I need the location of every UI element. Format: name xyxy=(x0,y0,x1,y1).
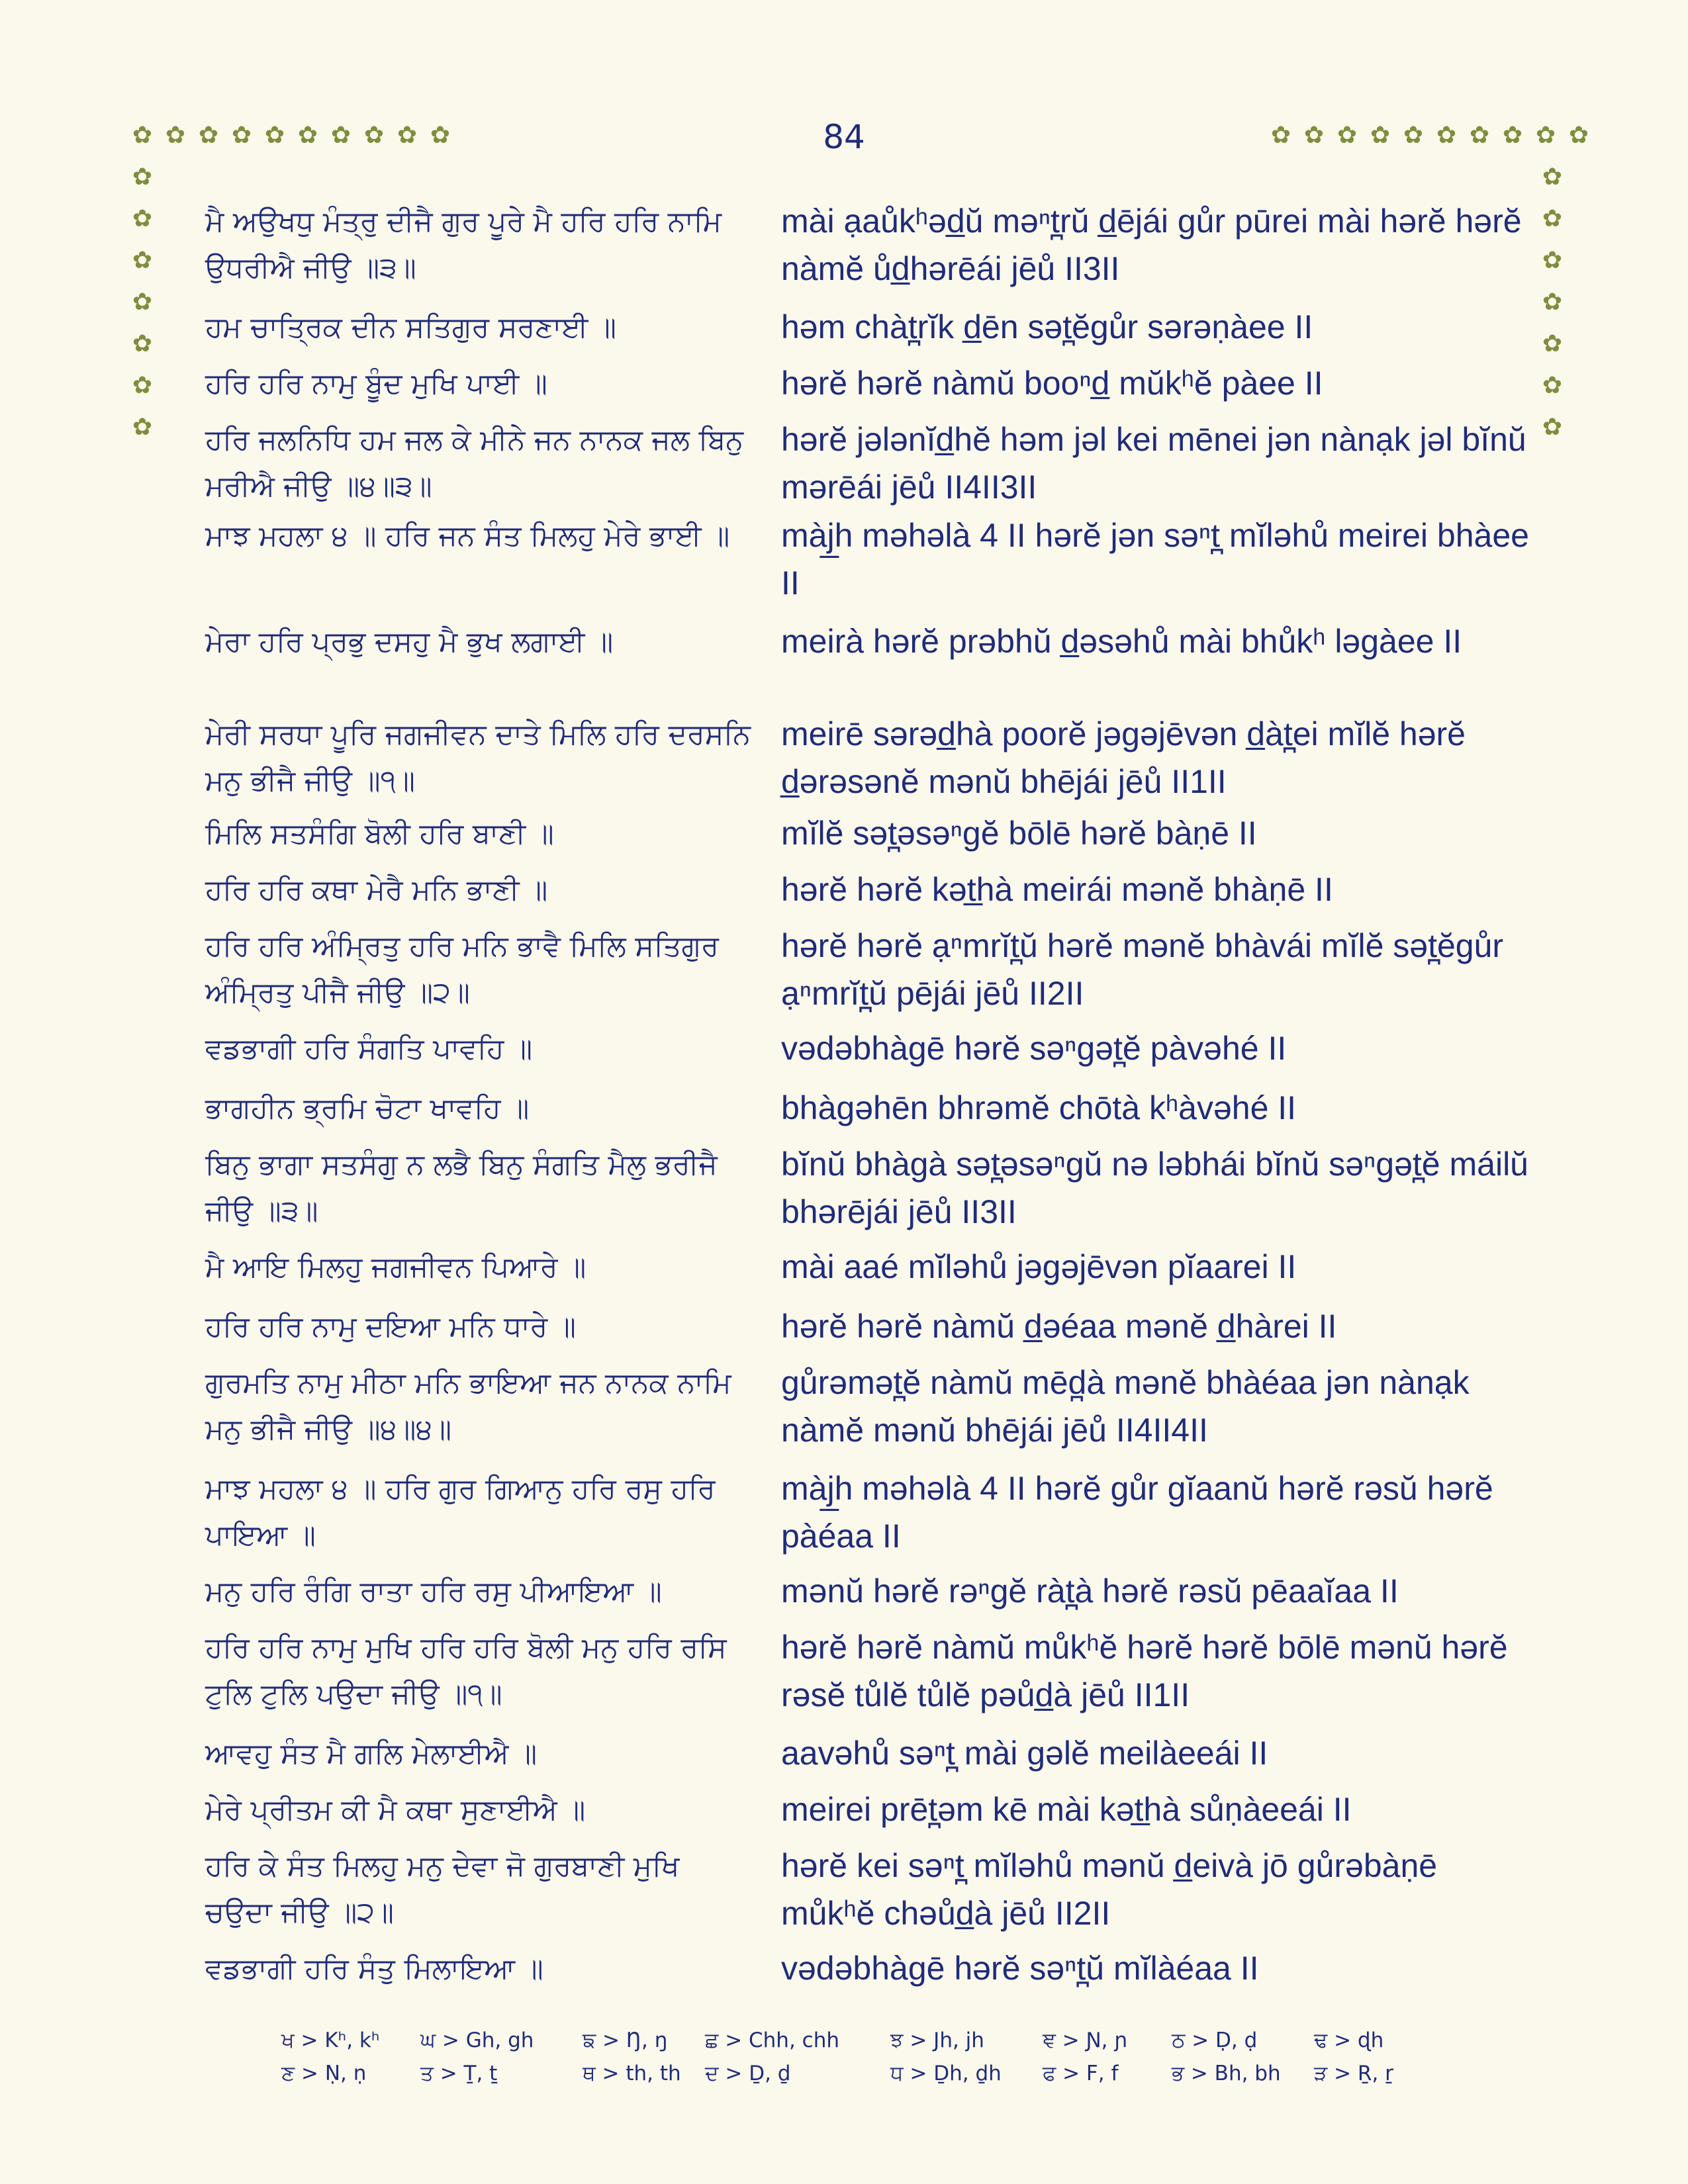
flower-icon: ✿ xyxy=(297,122,318,149)
transliteration-line: mài aaé mĭləhů jəgəjēvən pĭaarei II xyxy=(781,1248,1297,1285)
flower-icon: ✿ xyxy=(330,122,352,149)
transliteration-line: hərĕ jələnĭd̲hĕ həm jəl kei mēnei jən nànạk jəl bĭnŭ mərēái jēů II4II3II xyxy=(781,421,1526,506)
transliteration-line: hərĕ hərĕ nàmŭ booⁿd̲ mŭkʰĕ pàee II xyxy=(781,365,1323,402)
flower-icon: ✿ xyxy=(1542,289,1563,316)
gurmukhi-line: ਹਮ ਚਾਤ੍ਰਿਕ ਦੀਨ ਸਤਿਗੁਰ ਸਰਣਾਈ ॥ xyxy=(205,311,617,344)
flower-icon: ✿ xyxy=(132,414,153,441)
gurmukhi-line: ਮੈ ਅਉਖਧੁ ਮੰਤ੍ਰੁ ਦੀਜੈ ਗੁਰ ਪੂਰੇ ਮੈ ਹਰਿ ਹਰਿ ਨਾਮਿ ਉਧਰੀਐ ਜੀਉ ॥੩॥ xyxy=(205,205,722,285)
gurmukhi-line: ਮਾਝ ਮਹਲਾ ੪ ॥ ਹਰਿ ਗੁਰ ਗਿਆਨੁ ਹਰਿ ਰਸੁ ਹਰਿ ਪਾਇਆ ॥ xyxy=(205,1473,716,1552)
transliteration-line: hərĕ hərĕ ạⁿmrĭt̪ŭ hərĕ mənĕ bhàvái mĭlĕ sət̪ĕgůr ạⁿmrĭt̪ŭ pējái jēů II2II xyxy=(781,927,1504,1012)
transliteration-line: màj̲h məhəlà 4 II hərĕ jən səⁿt̪ mĭləhů meirei bhàee II xyxy=(781,517,1529,602)
transliteration-line: vədəbhàgē hərĕ səⁿt̪ŭ mĭlàéaa II xyxy=(781,1950,1259,1987)
flower-icon: ✿ xyxy=(1270,122,1291,149)
flower-icon: ✿ xyxy=(1303,122,1325,149)
flower-icon: ✿ xyxy=(1542,247,1563,274)
transliteration-line: meirē sərəd̲hà poorĕ jəgəjēvən d̲àt̪ei mĭlĕ hərĕ d̲ərəsənĕ mənŭ bhējái jēů II1II xyxy=(781,715,1466,800)
gurmukhi-line: ਮਾਝ ਮਹਲਾ ੪ ॥ ਹਰਿ ਜਨ ਸੰਤ ਮਿਲਹੁ ਮੇਰੇ ਭਾਈ ॥ xyxy=(205,520,730,553)
transliteration-line: hərĕ hərĕ nàmŭ d̲əéaa mənĕ d̲hàrei II xyxy=(781,1308,1337,1345)
gurmukhi-line: ਮੈ ਆਇ ਮਿਲਹੁ ਜਗਜੀਵਨ ਪਿਆਰੇ ॥ xyxy=(205,1251,586,1284)
flower-icon: ✿ xyxy=(264,122,285,149)
gurmukhi-line: ਹਰਿ ਹਰਿ ਨਾਮੁ ਬੂੰਦ ਮੁਖਿ ਪਾਈ ॥ xyxy=(205,367,547,400)
transliteration-line: hərĕ hərĕ kət̲hà meirái mənĕ bhàṇē II xyxy=(781,871,1333,908)
legend-entry: ਙ > Ŋ, ŋ xyxy=(583,2028,668,2052)
flower-icon: ✿ xyxy=(132,330,153,357)
gurmukhi-line: ਗੁਰਮਤਿ ਨਾਮੁ ਮੀਠਾ ਮਨਿ ਭਾਇਆ ਜਨ ਨਾਨਕ ਨਾਮਿ ਮਨੁ ਭੀਜੈ ਜੀਉ ॥੪॥੪॥ xyxy=(205,1367,731,1446)
flower-icon: ✿ xyxy=(231,122,252,149)
gurmukhi-line: ਆਵਹੁ ਸੰਤ ਮੈ ਗਲਿ ਮੇਲਾਈਐ ॥ xyxy=(205,1737,538,1770)
flower-icon: ✿ xyxy=(1542,372,1563,399)
legend-entry: ਝ > Jh, jh xyxy=(890,2028,984,2052)
flower-icon: ✿ xyxy=(397,122,418,149)
flower-icon: ✿ xyxy=(1403,122,1424,149)
transliteration-legend xyxy=(281,2028,1407,2108)
legend-entry: ਤ > Ṯ, ṯ xyxy=(420,2062,498,2085)
flower-icon: ✿ xyxy=(1542,205,1563,232)
legend-entry: ਧ > Ḏh, ḏh xyxy=(890,2062,1002,2085)
gurmukhi-line: ਹਰਿ ਹਰਿ ਕਥਾ ਮੇਰੈ ਮਨਿ ਭਾਣੀ ॥ xyxy=(205,874,548,907)
flower-icon: ✿ xyxy=(1370,122,1391,149)
gurmukhi-line: ਹਰਿ ਜਲਨਿਧਿ ਹਮ ਜਲ ਕੇ ਮੀਨੇ ਜਨ ਨਾਨਕ ਜਲ ਬਿਨੁ ਮਰੀਐ ਜੀਉ ॥੪॥੩॥ xyxy=(205,424,744,503)
gurmukhi-line: ਮਿਲਿ ਸਤਸੰਗਿ ਬੋਲੀ ਹਰਿ ਬਾਣੀ ॥ xyxy=(205,817,554,850)
legend-entry: ਞ > Ɲ, ɲ xyxy=(1043,2028,1128,2052)
transliteration-line: mənŭ hərĕ rəⁿgĕ ràt̪à hərĕ rəsŭ pēaaĭaa II xyxy=(781,1572,1399,1610)
flower-icon: ✿ xyxy=(363,122,385,149)
transliteration-line: màj̲h məhəlà 4 II hərĕ gůr gĭaanŭ hərĕ rəsŭ hərĕ pàéaa II xyxy=(781,1470,1493,1555)
flower-icon: ✿ xyxy=(1502,122,1523,149)
flower-icon: ✿ xyxy=(132,372,153,399)
transliteration-line: gůrəmət̪ĕ nàmŭ mēd̪à mənĕ bhàéaa jən nànạk nàmĕ mənŭ bhējái jēů II4II4II xyxy=(781,1364,1470,1449)
flower-icon: ✿ xyxy=(1542,414,1563,441)
legend-entry: ਢ > ɖh xyxy=(1314,2028,1384,2052)
gurmukhi-line: ਬਿਨੁ ਭਾਗਾ ਸਤਸੰਗੁ ਨ ਲਭੈ ਬਿਨੁ ਸੰਗਤਿ ਮੈਲੁ ਭਰੀਜੈ ਜੀਉ ॥੩॥ xyxy=(205,1148,718,1228)
flower-icon: ✿ xyxy=(132,289,153,316)
transliteration-line: bhàgəhēn bhrəmĕ chōtà kʰàvəhé II xyxy=(781,1089,1297,1126)
gurmukhi-line: ਭਾਗਹੀਨ ਭ੍ਰਮਿ ਚੋਟਾ ਖਾਵਹਿ ॥ xyxy=(205,1092,530,1125)
transliteration-line: həm chàt̪rĭk d̲ēn sət̪ĕgůr sərəṇàee II xyxy=(781,308,1313,345)
gurmukhi-line: ਮੇਰੀ ਸਰਧਾ ਪੂਰਿ ਜਗਜੀਵਨ ਦਾਤੇ ਮਿਲਿ ਹਰਿ ਦਰਸਨਿ ਮਨੁ ਭੀਜੈ ਜੀਉ ॥੧॥ xyxy=(205,718,751,797)
flower-icon: ✿ xyxy=(132,122,153,149)
transliteration-line: meirà hərĕ prəbhŭ d̲əsəhů mài bhůkʰ ləgàee II xyxy=(781,623,1462,660)
transliteration-line: mĭlĕ sət̪əsəⁿgĕ bōlē hərĕ bàṇē II xyxy=(781,815,1257,852)
transliteration-line: bĭnŭ bhàgà sət̪əsəⁿgŭ nə ləbhái bĭnŭ səⁿgət̪ĕ máilŭ bhərējái jēů II3II xyxy=(781,1146,1528,1230)
legend-entry: ੜ > Ṟ, ṟ xyxy=(1314,2062,1393,2085)
flower-icon: ✿ xyxy=(1535,122,1556,149)
legend-entry: ਫ > F, f xyxy=(1043,2062,1119,2085)
legend-entry: ਖ > Kʰ, kʰ xyxy=(281,2028,380,2052)
flower-icon: ✿ xyxy=(165,122,186,149)
flower-icon: ✿ xyxy=(1436,122,1457,149)
gurmukhi-line: ਮੇਰੇ ਪ੍ਰੀਤਮ ਕੀ ਮੈ ਕਥਾ ਸੁਣਾਈਐ ॥ xyxy=(205,1794,586,1827)
transliteration-line: hərĕ kei səⁿt̪ mĭləhů mənŭ d̲eivà jō gůrəbàṇē můkʰĕ chəůd̲à jēů II2II xyxy=(781,1847,1438,1932)
gurmukhi-line: ਵਡਭਾਗੀ ਹਰਿ ਸੰਤੁ ਮਿਲਾਇਆ ॥ xyxy=(205,1952,543,1985)
transliteration-line: vədəbhàgē hərĕ səⁿgət̪ĕ pàvəhé II xyxy=(781,1030,1287,1067)
gurmukhi-line: ਮਨੁ ਹਰਿ ਰੰਗਿ ਰਾਤਾ ਹਰਿ ਰਸੁ ਪੀਆਇਆ ॥ xyxy=(205,1575,662,1608)
transliteration-line: mài ạaůkʰəd̲ŭ məⁿt̪rŭ d̲ējái gůr pūrei mài hərĕ hərĕ nàmĕ ůd̲hərēái jēů II3II xyxy=(781,203,1522,287)
flower-icon: ✿ xyxy=(132,247,153,274)
transliteration-line: aavəhů səⁿt̪ mài gəlĕ meilàeeái II xyxy=(781,1735,1268,1772)
flower-icon: ✿ xyxy=(1542,163,1563,191)
page-number: 84 xyxy=(823,118,865,156)
flower-icon: ✿ xyxy=(132,163,153,191)
legend-entry: ਠ > Ḍ, ḍ xyxy=(1172,2028,1258,2052)
legend-entry: ਦ > Ḏ, ḏ xyxy=(705,2062,791,2085)
flower-icon: ✿ xyxy=(1469,122,1490,149)
transliteration-line: meirei prēt̪əm kē mài kət̲hà sůṇàeeái II xyxy=(781,1791,1352,1828)
flower-icon: ✿ xyxy=(1542,330,1563,357)
gurmukhi-line: ਹਰਿ ਹਰਿ ਅੰਮ੍ਰਿਤੁ ਹਰਿ ਮਨਿ ਭਾਵੈ ਮਿਲਿ ਸਤਿਗੁਰ ਅੰਮ੍ਰਿਤੁ ਪੀਜੈ ਜੀਉ ॥੨॥ xyxy=(205,930,719,1009)
legend-entry: ਛ > Chh, chh xyxy=(705,2028,840,2052)
legend-entry: ਭ > Bh, bh xyxy=(1172,2062,1281,2085)
gurmukhi-line: ਹਰਿ ਹਰਿ ਨਾਮੁ ਮੁਖਿ ਹਰਿ ਹਰਿ ਬੋਲੀ ਮਨੁ ਹਰਿ ਰਸਿ ਟੁਲਿ ਟੁਲਿ ਪਉਦਾ ਜੀਉ ॥੧॥ xyxy=(205,1631,727,1711)
flower-icon: ✿ xyxy=(1336,122,1358,149)
legend-entry: ਥ > th, th xyxy=(583,2062,681,2085)
gurmukhi-line: ਵਡਭਾਗੀ ਹਰਿ ਸੰਗਤਿ ਪਾਵਹਿ ॥ xyxy=(205,1032,533,1066)
legend-entry: ਣ > Ṇ, ṇ xyxy=(281,2062,367,2085)
transliteration-line: hərĕ hərĕ nàmŭ můkʰĕ hərĕ hərĕ bōlē mənŭ hərĕ rəsĕ tůlĕ tůlĕ pəůd̲à jēů II1II xyxy=(781,1629,1508,1713)
legend-entry: ਘ > Gh, gh xyxy=(420,2028,534,2052)
flower-icon: ✿ xyxy=(1568,122,1589,149)
gurmukhi-line: ਹਰਿ ਹਰਿ ਨਾਮੁ ਦਇਆ ਮਨਿ ਧਾਰੇ ॥ xyxy=(205,1310,576,1343)
flower-icon: ✿ xyxy=(198,122,219,149)
flower-icon: ✿ xyxy=(132,205,153,232)
gurmukhi-line: ਮੇਰਾ ਹਰਿ ਪ੍ਰਭੁ ਦਸਹੁ ਮੈ ਭੁਖ ਲਗਾਈ ॥ xyxy=(205,625,614,659)
gurmukhi-line: ਹਰਿ ਕੇ ਸੰਤ ਮਿਲਹੁ ਮਨੁ ਦੇਵਾ ਜੋ ਗੁਰਬਾਣੀ ਮੁਖਿ ਚਉਦਾ ਜੀਉ ॥੨॥ xyxy=(205,1850,680,1929)
flower-icon: ✿ xyxy=(430,122,451,149)
